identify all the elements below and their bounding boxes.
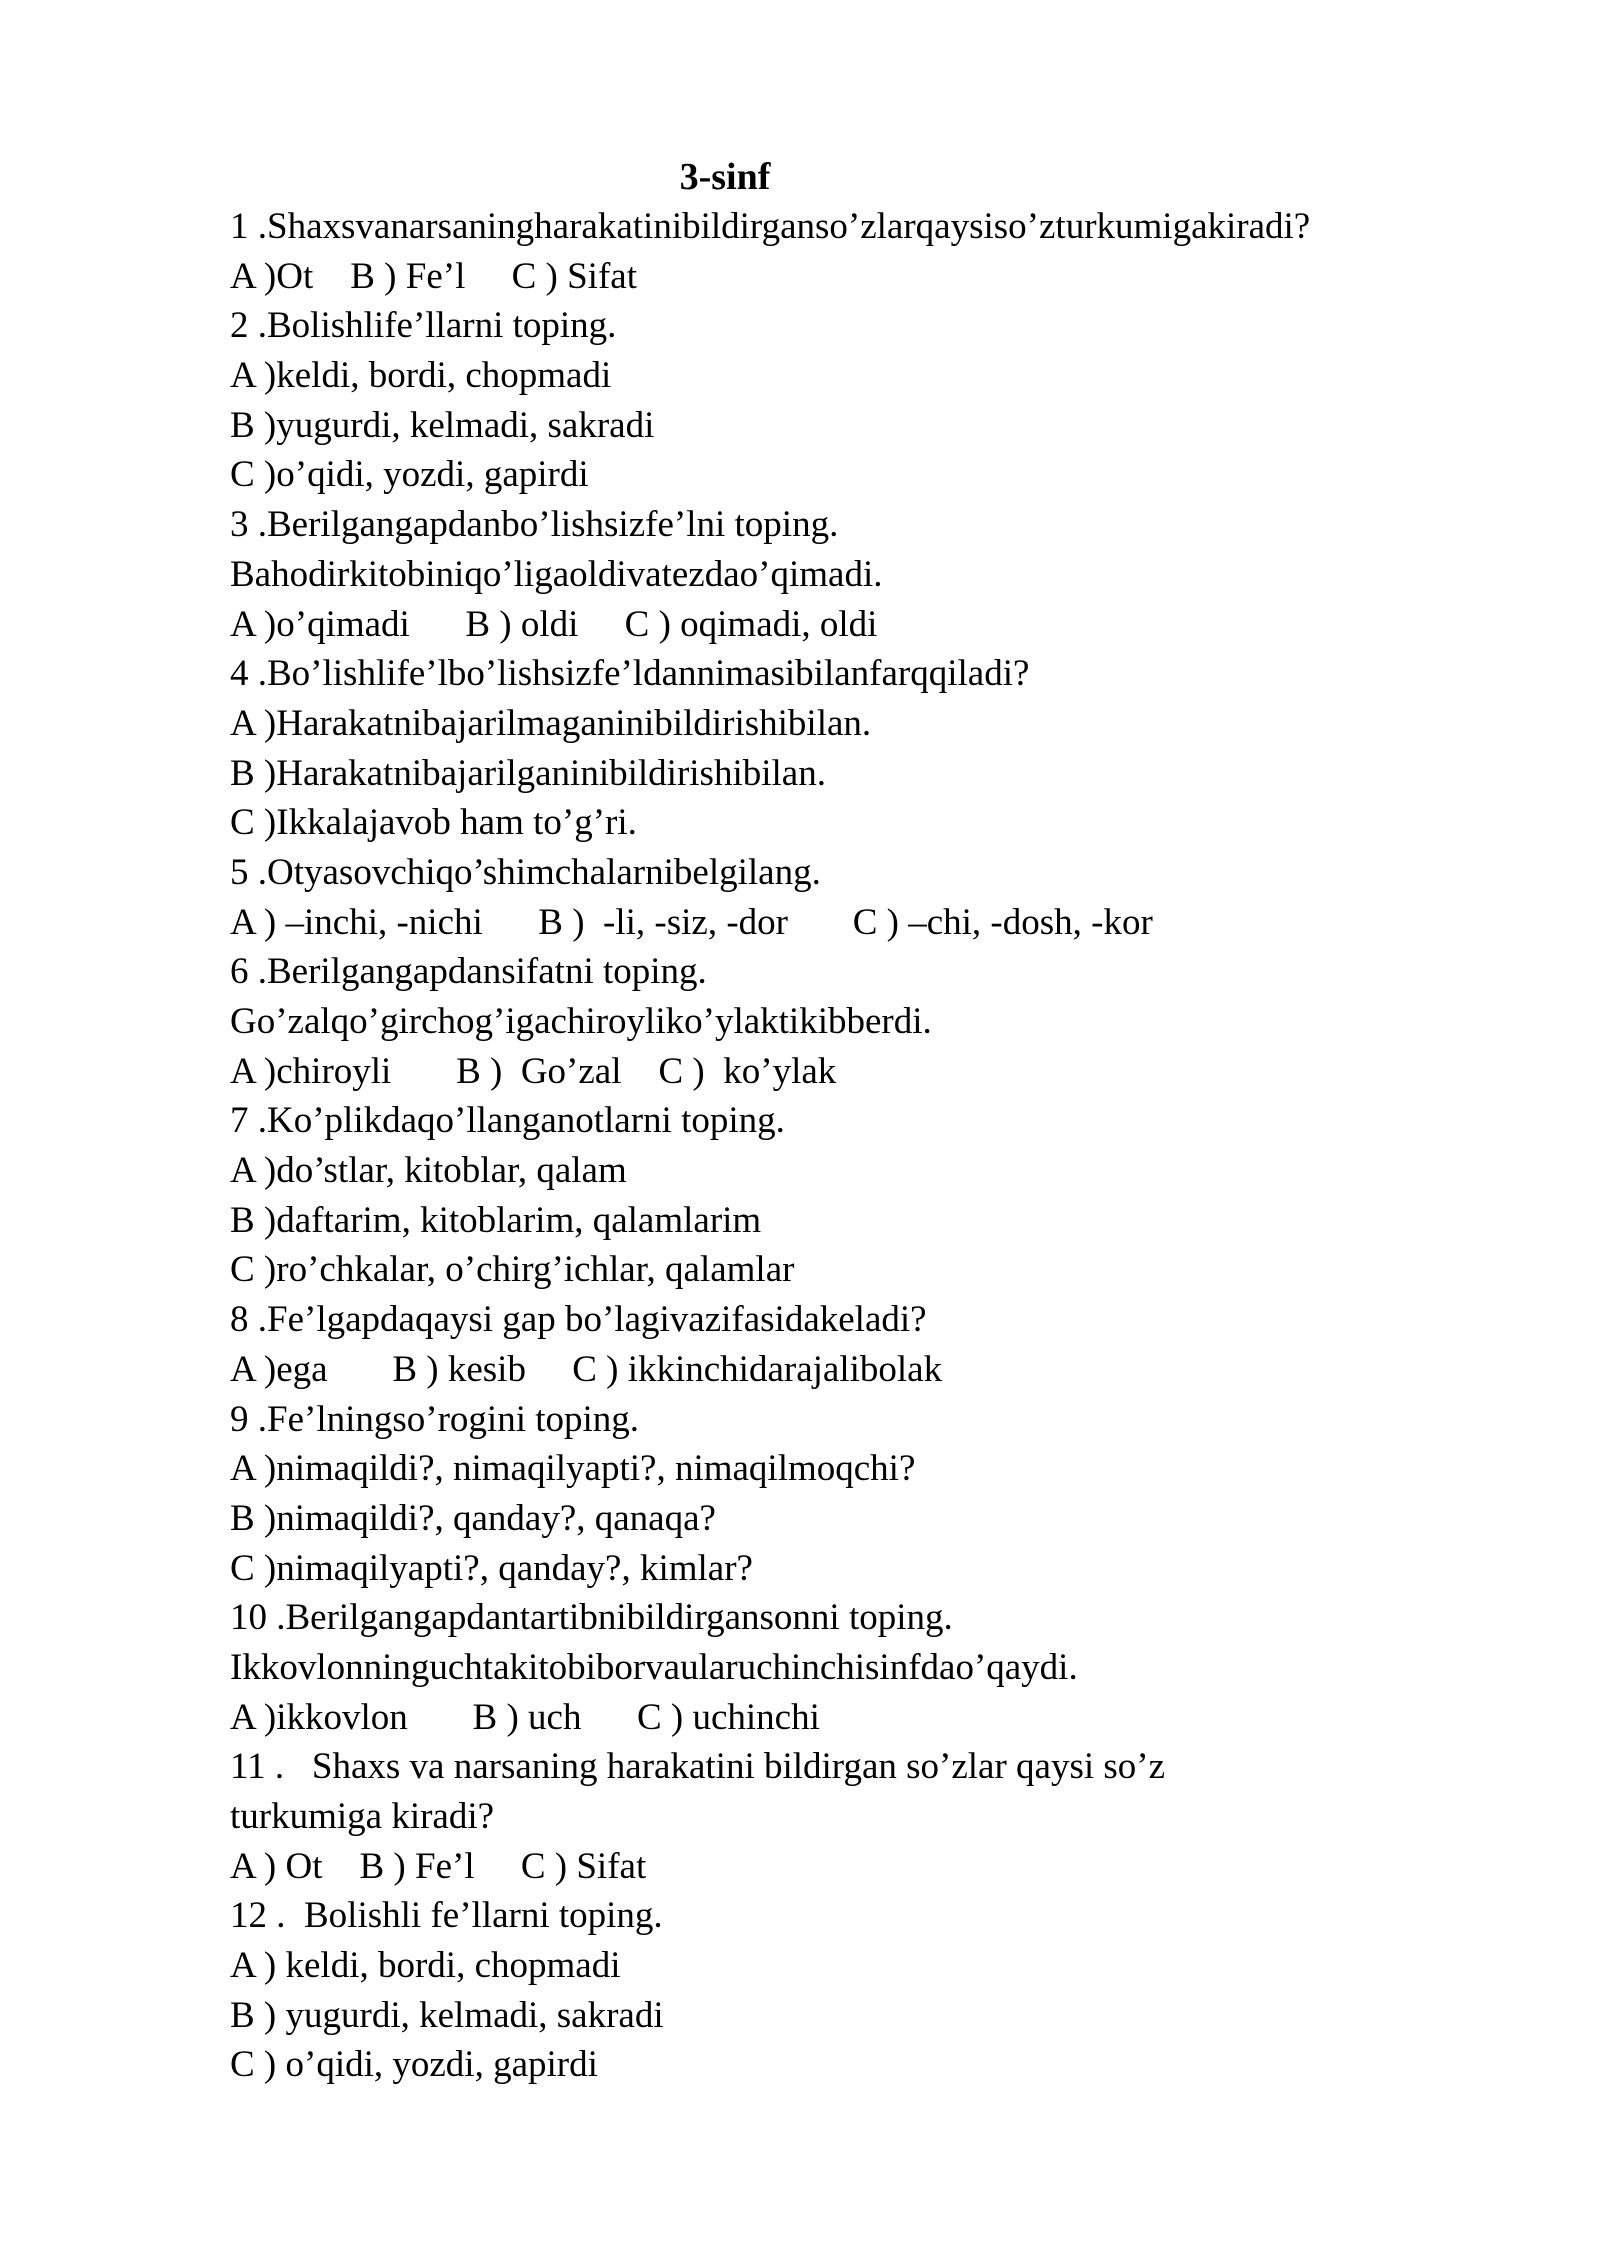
quiz-body: [230, 202, 1530, 2090]
question-6-sentence: Go’zalqo’girchog’igachiroyliko’ylaktikibberdi.: [230, 1001, 932, 1042]
question-2: 2 .Bolishlife’llarni toping.: [230, 305, 617, 347]
question-8-options: A )ega B ) kesib C ) ikkinchidarajalibolak: [230, 1348, 943, 1390]
question-11: 11 . Shaxs va narsaning harakatini bildirgan so’zlar qaysi so’z: [230, 1746, 1166, 1788]
question-1: 1 .Shaxsvanarsaningharakatinibildirganso’zlarqaysiso’zturkumigakiradi?: [230, 206, 1311, 247]
question-2-option-b: B )yugurdi, kelmadi, sakradi: [230, 404, 655, 446]
question-4-option-c: C )Ikkalajavob ham to’g’ri.: [230, 802, 637, 844]
question-12-option-c: C ) o’qidi, yozdi, gapirdi: [230, 2044, 598, 2086]
question-9-option-a: A )nimaqildi?, nimaqilyapti?, nimaqilmoqchi?: [230, 1448, 916, 1490]
page-title: 3-sinf: [679, 156, 771, 198]
question-7-option-a: A )do’stlar, kitoblar, qalam: [230, 1150, 627, 1192]
question-5: 5 .Otyasovchiqo’shimchalarnibelgilang.: [230, 851, 821, 893]
question-7-option-b: B )daftarim, kitoblarim, qalamlarim: [230, 1199, 762, 1241]
question-12: 12 . Bolishli fe’llarni toping.: [230, 1895, 663, 1937]
question-6: 6 .Berilgangapdansifatni toping.: [230, 951, 707, 993]
question-10-sentence: Ikkovlonninguchtakitobiborvaularuchinchisinfdao’qaydi.: [230, 1646, 1078, 1688]
question-7: 7 .Ko’plikdaqo’llanganotlarni toping.: [230, 1100, 785, 1142]
question-1-options: A )Ot B ) Fe’l C ) Sifat: [230, 255, 637, 297]
question-8: 8 .Fe’lgapdaqaysi gap bo’lagivazifasidakeladi?: [230, 1299, 927, 1341]
question-4-option-a: A )Harakatnibajarilmaganinibildirishibilan.: [230, 702, 872, 744]
question-7-option-c: C )ro’chkalar, o’chirg’ichlar, qalamlar: [230, 1249, 795, 1291]
question-9: 9 .Fe’lningso’rogini toping.: [230, 1398, 640, 1440]
question-11-options: A ) Ot B ) Fe’l C ) Sifat: [230, 1845, 647, 1887]
question-4-option-b: B )Harakatnibajarilganinibildirishibilan.: [230, 752, 826, 794]
question-3-options: A )o’qimadi B ) oldi C ) oqimadi, oldi: [230, 603, 878, 645]
question-9-option-c: C )nimaqilyapti?, qanday?, kimlar?: [230, 1547, 753, 1589]
question-9-option-b: B )nimaqildi?, qanday?, qanaqa?: [230, 1497, 716, 1539]
question-3-sentence: Bahodirkitobiniqo’ligaoldivatezdao’qimadi.: [230, 553, 883, 595]
question-10: 10 .Berilgangapdantartibnibildirgansonni toping.: [230, 1597, 953, 1639]
question-3: 3 .Berilgangapdanbo’lishsizfe’lni toping.: [230, 504, 839, 546]
question-6-options: A )chiroyli B ) Go’zal C ) ko’ylak: [230, 1050, 837, 1092]
question-4: 4 .Bo’lishlife’lbo’lishsizfe’ldannimasibilanfarqqiladi?: [230, 653, 1030, 695]
question-12-option-b: B ) yugurdi, kelmadi, sakradi: [230, 1994, 664, 2036]
question-10-options: A )ikkovlon B ) uch C ) uchinchi: [230, 1696, 820, 1738]
question-2-option-a: A )keldi, bordi, chopmadi: [230, 355, 612, 397]
question-11-continued: turkumiga kiradi?: [230, 1796, 495, 1837]
question-2-option-c: C )o’qidi, yozdi, gapirdi: [230, 454, 589, 496]
question-5-options: A ) –inchi, -nichi B ) -li, -siz, -dor C ) –chi, -dosh, -kor: [230, 901, 1153, 943]
question-12-option-a: A ) keldi, bordi, chopmadi: [230, 1945, 621, 1987]
